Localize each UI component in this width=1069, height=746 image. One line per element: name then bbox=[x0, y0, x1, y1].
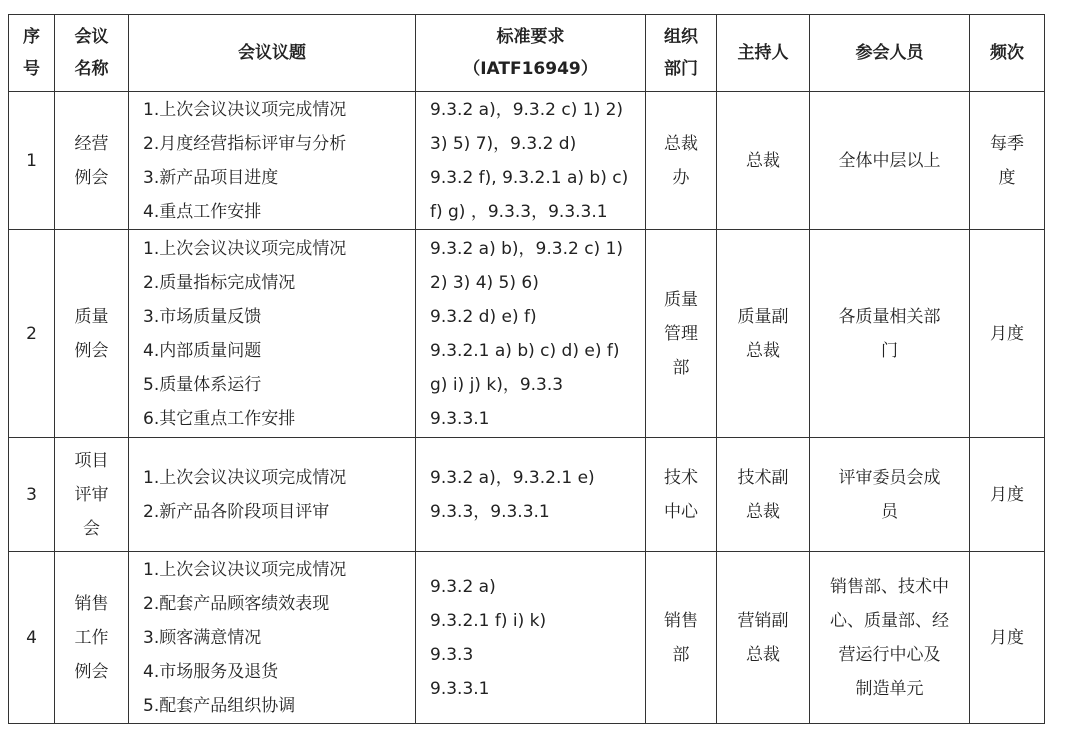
cell-meeting-name bbox=[55, 230, 129, 438]
cell-freq-line: 月度 bbox=[990, 323, 1024, 344]
cell-meeting-name-line: 项目 bbox=[74, 450, 109, 471]
cell-topics bbox=[129, 438, 416, 552]
cell-host-line: 质量副 bbox=[737, 306, 789, 327]
cell-attendees bbox=[810, 438, 970, 552]
cell-host-line: 技术副 bbox=[737, 467, 789, 488]
cell-attendees bbox=[810, 92, 970, 230]
cell-standard bbox=[416, 552, 646, 724]
cell-dept-line: 办 bbox=[672, 167, 690, 188]
cell-host-line: 总裁 bbox=[746, 644, 780, 665]
header-attendees: 参会人员 bbox=[810, 15, 970, 92]
header-standard: 标准要求 （IATF16949） bbox=[416, 15, 646, 92]
cell-standard-line: 9.3.2 f), 9.3.2.1 a) b) c) bbox=[430, 167, 629, 188]
table-row bbox=[9, 552, 1045, 724]
header-host: 主持人 bbox=[717, 15, 810, 92]
cell-host-line: 总裁 bbox=[746, 340, 780, 361]
cell-standard-line: f) g) ，9.3.3，9.3.3.1 bbox=[430, 201, 608, 222]
cell-topics-line: 2.新产品各阶段项目评审 bbox=[143, 501, 330, 522]
cell-attendees-line: 心、质量部、经 bbox=[830, 610, 949, 631]
cell-attendees-line: 销售部、技术中 bbox=[830, 576, 949, 597]
cell-attendees-line: 评审委员会成 bbox=[838, 467, 941, 488]
header-dept: 组织 部门 bbox=[646, 15, 717, 92]
header-row bbox=[9, 15, 1045, 92]
cell-meeting-name-line: 工作 bbox=[74, 627, 109, 648]
cell-seq-line: 2 bbox=[26, 323, 37, 344]
cell-topics-line: 6.其它重点工作安排 bbox=[143, 408, 296, 429]
cell-topics-line: 2.月度经营指标评审与分析 bbox=[143, 133, 347, 154]
cell-topics-line: 1.上次会议决议项完成情况 bbox=[143, 238, 347, 259]
cell-topics-line: 2.质量指标完成情况 bbox=[143, 272, 296, 293]
cell-seq-line: 1 bbox=[26, 150, 37, 171]
cell-standard-line: 9.3.2.1 a) b) c) d) e) f) bbox=[430, 340, 620, 361]
cell-standard-line: 9.3.3.1 bbox=[430, 678, 490, 699]
cell-standard bbox=[416, 92, 646, 230]
cell-standard-line: 3) 5) 7)，9.3.2 d) bbox=[430, 133, 577, 154]
cell-seq bbox=[9, 230, 55, 438]
cell-meeting-name-line: 会 bbox=[83, 518, 100, 539]
cell-topics bbox=[129, 92, 416, 230]
cell-standard-line: 9.3.2 a)，9.3.2.1 e) bbox=[430, 467, 595, 488]
cell-topics-line: 3.新产品项目进度 bbox=[143, 167, 279, 188]
table-row bbox=[9, 92, 1045, 230]
cell-topics-line: 3.市场质量反馈 bbox=[143, 306, 262, 327]
cell-meeting-name-line: 例会 bbox=[74, 340, 109, 361]
cell-host bbox=[717, 230, 810, 438]
cell-attendees-line: 各质量相关部 bbox=[838, 306, 941, 327]
header-freq: 频次 bbox=[970, 15, 1045, 92]
table-row bbox=[9, 230, 1045, 438]
cell-dept bbox=[646, 92, 717, 230]
cell-dept-line: 质量 bbox=[664, 289, 698, 310]
cell-attendees bbox=[810, 552, 970, 724]
cell-meeting-name-line: 例会 bbox=[74, 661, 109, 682]
cell-standard-line: 9.3.2 a) bbox=[430, 576, 496, 597]
cell-standard-line: g) i) j) k)，9.3.3 bbox=[430, 374, 564, 395]
cell-freq-line: 度 bbox=[998, 167, 1016, 188]
cell-meeting-name-line: 经营 bbox=[74, 133, 109, 154]
cell-meeting-name-line: 销售 bbox=[74, 593, 109, 614]
cell-dept-line: 管理 bbox=[664, 323, 698, 344]
header-topic: 会议议题 bbox=[129, 15, 416, 92]
cell-standard-line: 9.3.3 bbox=[430, 644, 474, 665]
cell-dept-line: 技术 bbox=[664, 467, 698, 488]
cell-host-line: 总裁 bbox=[746, 501, 780, 522]
cell-freq bbox=[970, 552, 1045, 724]
cell-topics-line: 4.内部质量问题 bbox=[143, 340, 262, 361]
meeting-table bbox=[8, 14, 1045, 724]
table-row bbox=[9, 438, 1045, 552]
cell-dept bbox=[646, 552, 717, 724]
cell-standard-line: 9.3.2 a)，9.3.2 c) 1) 2) bbox=[430, 99, 624, 120]
cell-dept-line: 中心 bbox=[664, 501, 698, 522]
cell-attendees-line: 门 bbox=[881, 340, 898, 361]
cell-dept-line: 部 bbox=[672, 644, 690, 665]
cell-standard-line: 2) 3) 4) 5) 6) bbox=[430, 272, 539, 293]
cell-standard-line: 9.3.2.1 f) i) k) bbox=[430, 610, 547, 631]
cell-attendees bbox=[810, 230, 970, 438]
cell-freq-line: 月度 bbox=[990, 627, 1024, 648]
cell-seq bbox=[9, 552, 55, 724]
cell-host-line: 总裁 bbox=[746, 150, 780, 171]
cell-topics-line: 4.重点工作安排 bbox=[143, 201, 262, 222]
cell-meeting-name bbox=[55, 438, 129, 552]
cell-host bbox=[717, 438, 810, 552]
cell-host bbox=[717, 92, 810, 230]
cell-meeting-name-line: 评审 bbox=[74, 484, 109, 505]
cell-freq bbox=[970, 230, 1045, 438]
cell-dept-line: 总裁 bbox=[664, 133, 698, 154]
cell-meeting-name-line: 质量 bbox=[74, 306, 109, 327]
cell-standard-line: 9.3.3.1 bbox=[430, 408, 490, 429]
cell-topics bbox=[129, 552, 416, 724]
cell-topics-line: 5.质量体系运行 bbox=[143, 374, 262, 395]
cell-topics-line: 2.配套产品顾客绩效表现 bbox=[143, 593, 330, 614]
cell-topics-line: 3.顾客满意情况 bbox=[143, 627, 262, 648]
cell-standard-line: 9.3.2 a) b)，9.3.2 c) 1) bbox=[430, 238, 624, 259]
table-body bbox=[9, 92, 1045, 724]
cell-dept-line: 销售 bbox=[664, 610, 698, 631]
cell-freq-line: 月度 bbox=[990, 484, 1024, 505]
cell-standard bbox=[416, 438, 646, 552]
cell-standard-line: 9.3.3，9.3.3.1 bbox=[430, 501, 550, 522]
cell-topics-line: 1.上次会议决议项完成情况 bbox=[143, 99, 347, 120]
cell-dept bbox=[646, 438, 717, 552]
cell-attendees-line: 员 bbox=[881, 501, 898, 522]
cell-topics-line: 5.配套产品组织协调 bbox=[143, 695, 296, 716]
cell-attendees-line: 营运行中心及 bbox=[838, 644, 941, 665]
cell-meeting-name bbox=[55, 552, 129, 724]
cell-topics-line: 1.上次会议决议项完成情况 bbox=[143, 559, 347, 580]
cell-seq-line: 3 bbox=[26, 484, 37, 505]
cell-host bbox=[717, 552, 810, 724]
cell-freq-line: 每季 bbox=[990, 133, 1024, 154]
cell-dept bbox=[646, 230, 717, 438]
cell-dept-line: 部 bbox=[672, 357, 690, 378]
cell-standard bbox=[416, 230, 646, 438]
cell-freq bbox=[970, 438, 1045, 552]
cell-attendees-line: 制造单元 bbox=[855, 678, 924, 699]
cell-attendees-line: 全体中层以上 bbox=[838, 150, 941, 171]
cell-host-line: 营销副 bbox=[737, 610, 789, 631]
cell-topics bbox=[129, 230, 416, 438]
cell-topics-line: 1.上次会议决议项完成情况 bbox=[143, 467, 347, 488]
header-name: 会议 名称 bbox=[55, 15, 129, 92]
cell-freq bbox=[970, 92, 1045, 230]
cell-standard-line: 9.3.2 d) e) f) bbox=[430, 306, 537, 327]
header-seq: 序 号 bbox=[9, 15, 55, 92]
cell-seq bbox=[9, 92, 55, 230]
cell-seq-line: 4 bbox=[26, 627, 37, 648]
cell-seq bbox=[9, 438, 55, 552]
cell-meeting-name-line: 例会 bbox=[74, 167, 109, 188]
cell-meeting-name bbox=[55, 92, 129, 230]
cell-topics-line: 4.市场服务及退货 bbox=[143, 661, 279, 682]
